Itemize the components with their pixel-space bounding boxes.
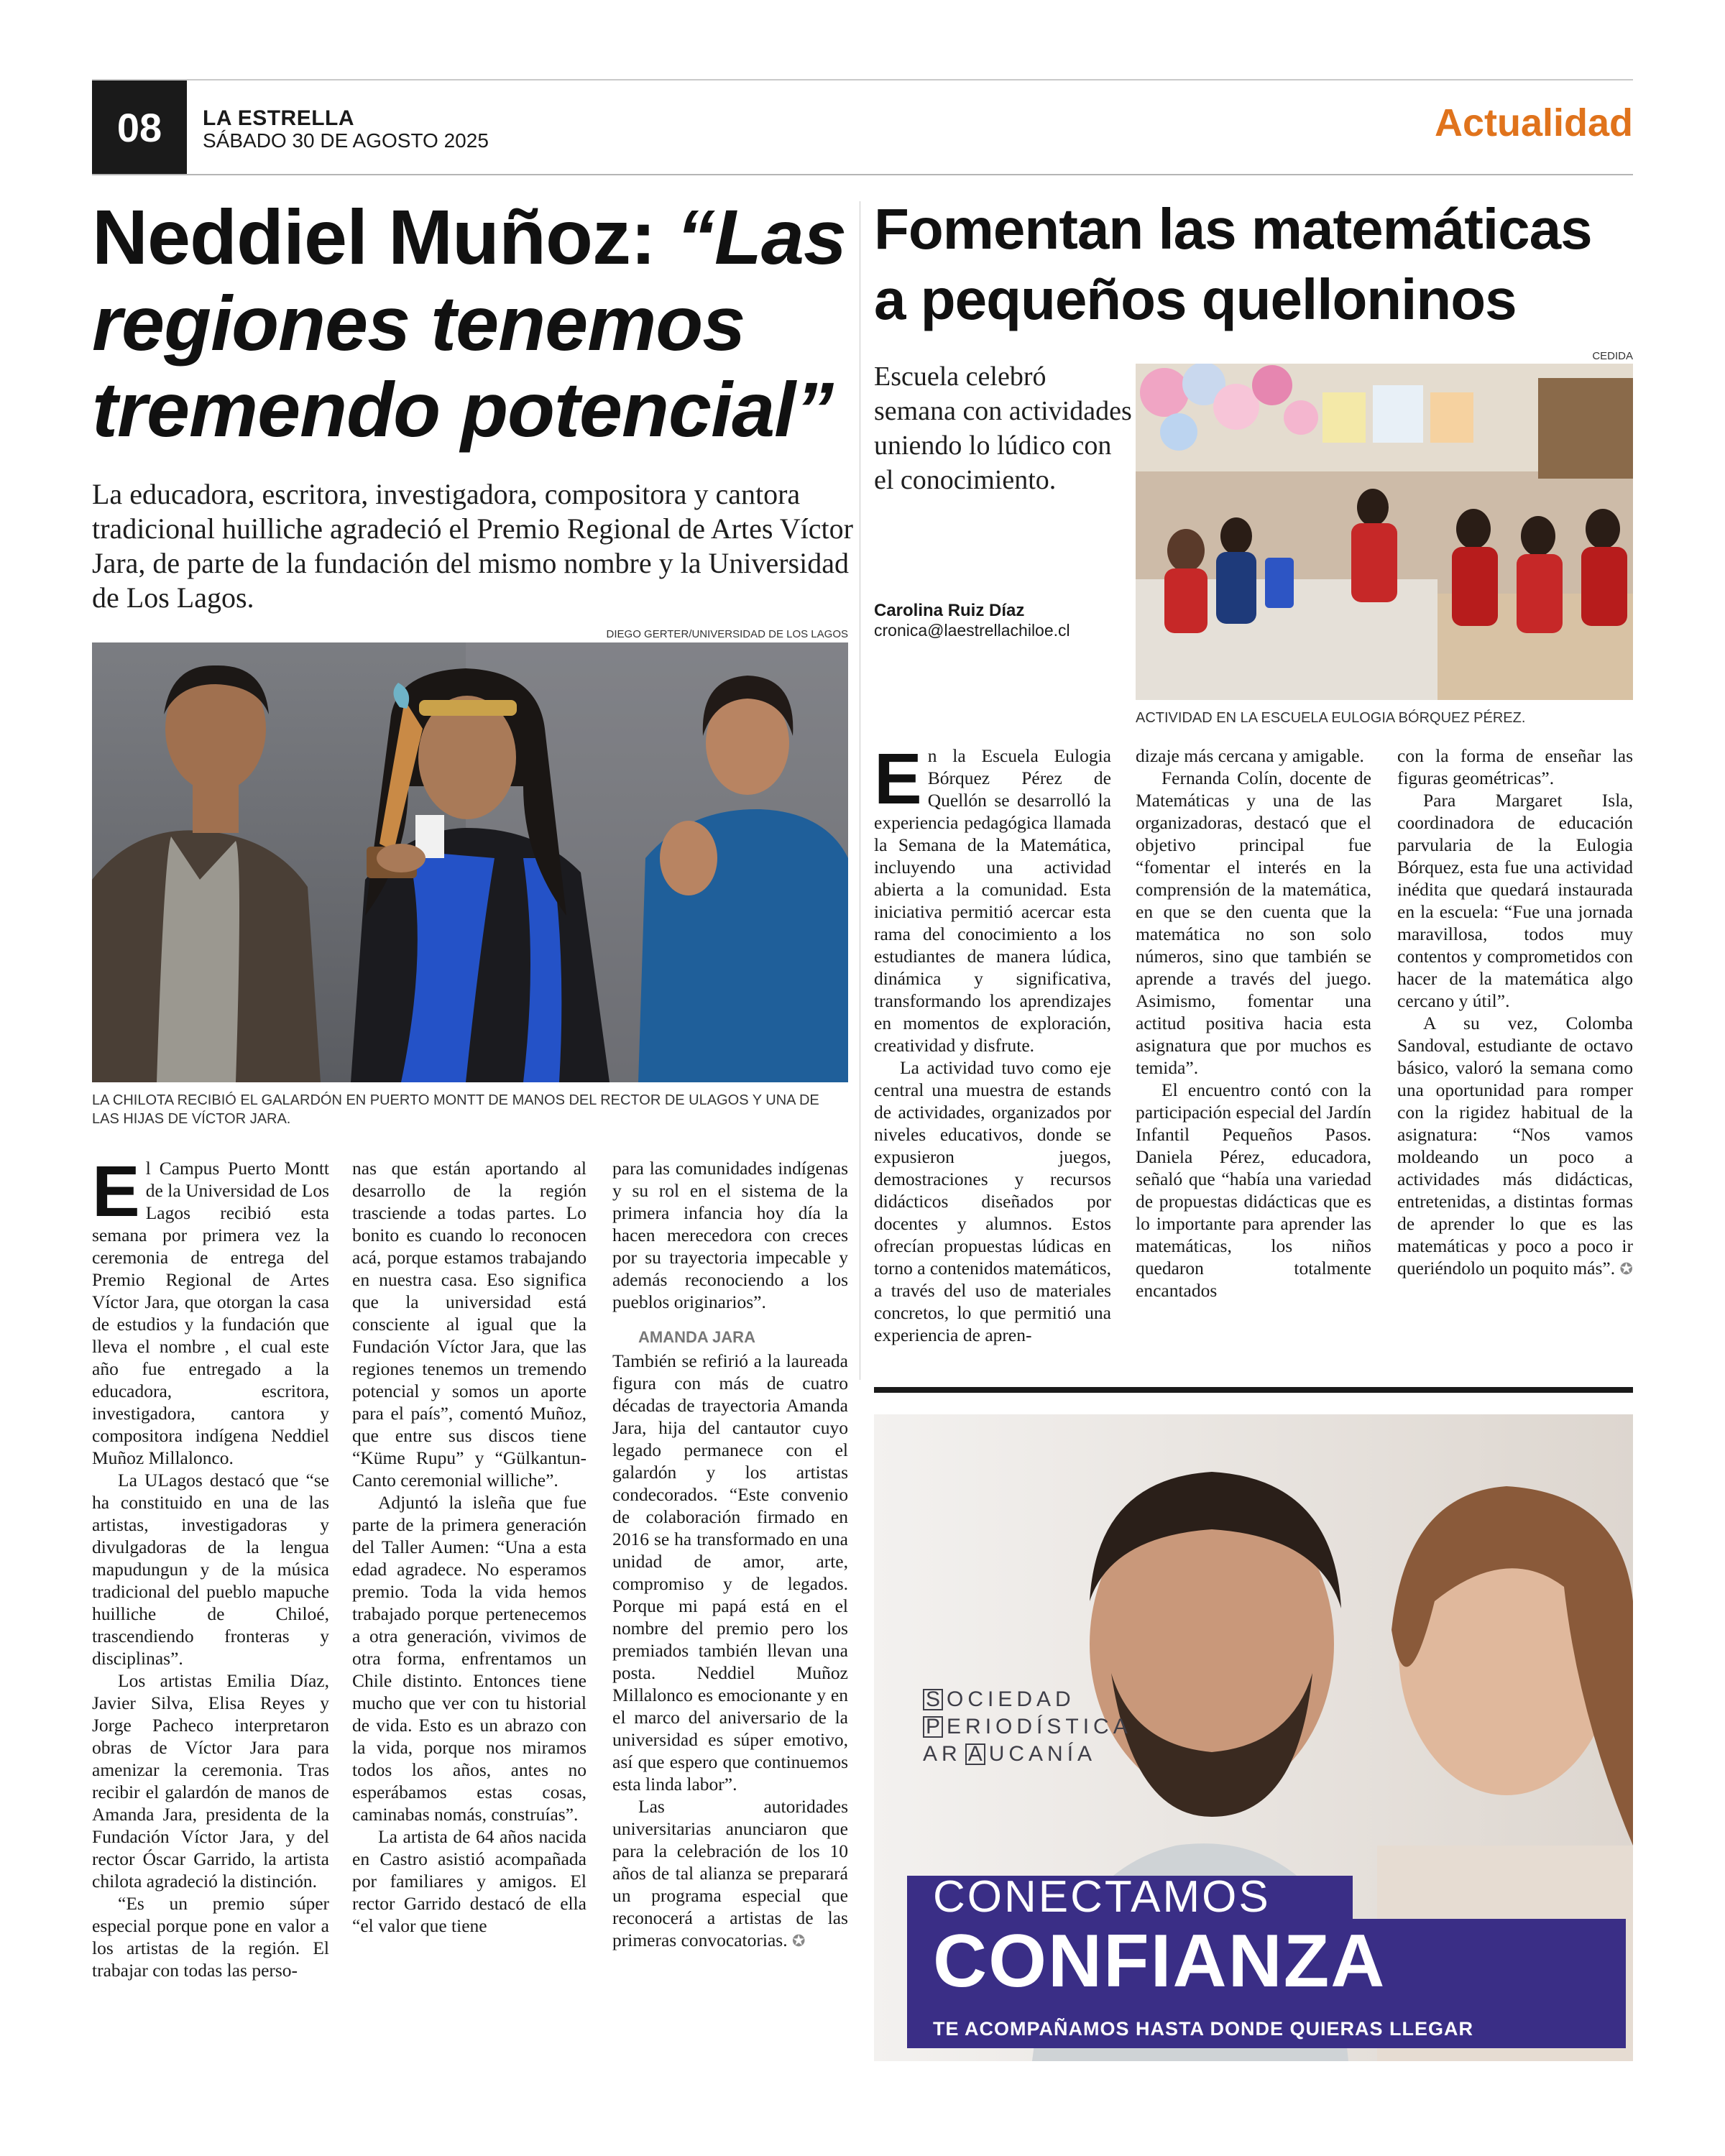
right-photo-caption: ACTIVIDAD EN LA ESCUELA EULOGIA BÓRQUEZ PÉREZ.	[1136, 710, 1526, 726]
left-body-column-2	[352, 1157, 586, 1937]
body-paragraph: nas que están aportando al desarrollo de la región trasciende a todas partes. Lo bonito es cuando lo reconocen acá, porque estamos trabajando en nuestra casa. Eso significa que la universidad está consciente al igual que la Fundación Víctor Jara, que las regiones tenemos un tremendo potencial y somos un aporte para el país”, comentó Muñoz, que entre sus discos tiene “Küme Rupu” y “Gülkantun-Canto ceremonial williche”.	[352, 1158, 586, 1491]
issue-date: SÁBADO 30 DE AGOSTO 2025	[203, 129, 489, 152]
right-article-headline: Fomentan las matemáticas a pequeños quelloninos	[874, 197, 1592, 331]
right-body-column-1	[874, 739, 1111, 1346]
body-paragraph: También se refirió a la laureada figura con más de cuatro décadas de trayectoria Amanda Jara, hija del cantautor cuyo legado permanece con el galardón y los artistas condecorados. “Este convenio de colaboración firmado en 2016 se ha transformado en una unidad de amor, arte, compromiso y de legados. Porque mi papá está en el nombre del premio pero los premiados también llevan una posta. Neddiel Muñoz Millalonco es emocionante y en el marco del aniversario de la universidad es súper emotivo, así que espero que continuemos esta linda labor”.	[612, 1350, 848, 1795]
award-ceremony-photo	[92, 642, 848, 1082]
body-paragraph: Para Margaret Isla, coordinadora de educación parvularia de la Eulogia Bórquez, esta fue una actividad inédita que quedará instaurada en la escuela: “Fue una jornada maravillosa, todos muy contentos y comprometidos con hacer de la matemática algo cercano y útil”.	[1397, 790, 1633, 1011]
top-rule	[92, 79, 1633, 80]
ad-tagline: TE ACOMPAÑAMOS HASTA DONDE QUIERAS LLEGAR	[933, 2018, 1474, 2040]
right-article-deck: Escuela celebró semana con actividades uniendo lo lúdico con el conocimiento.	[874, 361, 1132, 495]
body-paragraph: En la Escuela Eulogia Bórquez Pérez de Quellón se desarrolló la experiencia pedagógica llamada la Semana de la Matemática, incluyendo una actividad abierta a la comunidad. Esta iniciativa permitió acercar esta rama del conocimiento a los estudiantes de manera lúdica, dinámica y significativa, transformando los aprendizajes en momentos de exploración, creatividad y disfrute.	[874, 739, 1111, 1056]
right-photo-credit: CEDIDA	[1592, 350, 1633, 362]
body-paragraph: Fernanda Colín, docente de Matemáticas y una de las organizadoras, destacó que el objetivo principal fue “fomentar el interés en la comprensión de la matemática, en que se den cuenta que la matemática no son solo números, sino que también se aprende a través del juego. Asimismo, fomentar una actitud positiva hacia esta asignatura que por muchos es temida”.	[1136, 768, 1371, 1078]
award-ceremony-illustration	[92, 642, 848, 1082]
ad-separator-rule	[874, 1387, 1633, 1393]
math-week-photo	[1136, 364, 1633, 700]
body-paragraph: La artista de 64 años nacida en Castro asistió acompañada por familiares y amigos. El rector Garrido destacó de ella “el valor que tiene	[352, 1826, 586, 1936]
header-rule	[92, 174, 1633, 175]
classroom-activity-illustration	[1136, 364, 1633, 700]
body-paragraph: “Es un premio súper especial porque pone en valor a los artistas de la región. El trabajar con todas las perso-	[92, 1893, 329, 1981]
right-body-column-3	[1397, 745, 1633, 1280]
newspaper-name: LA ESTRELLA	[203, 106, 355, 130]
ad-organization-logo: S OCIEDAD P ERIODÍSTICA AR A UCANÍA	[923, 1687, 1132, 1766]
headline-quote: “Las regiones tenemos tremendo potencial”	[92, 193, 847, 453]
body-paragraph: Los artistas Emilia Díaz, Javier Silva, Elisa Reyes y Jorge Pacheco interpretaron obras de Víctor Jara para amenizar la ceremonia. Tras recibir el galardón de manos de Amanda Jara, presidenta de la Fundación Víctor Jara, y del rector Óscar Garrido, la artista chilota agradeció la distinción.	[92, 1670, 329, 1892]
left-body-column-1	[92, 1151, 329, 1981]
body-paragraph: dizaje más cercana y amigable.	[1136, 745, 1364, 766]
body-paragraph: La ULagos destacó que “se ha constituido en una de las artistas, investigadoras y divulgadoras de la lengua mapudungun y de la música tradicional del pueblo mapuche huilliche de Chiloé, trascendiendo fronteras y disciplinas”.	[92, 1470, 329, 1669]
left-body-column-3	[612, 1157, 848, 1952]
drop-cap: E	[874, 739, 922, 819]
end-of-article-icon: ✪	[791, 1932, 806, 1950]
body-paragraph: con la forma de enseñar las figuras geométricas”.	[1397, 745, 1633, 788]
body-paragraph: La actividad tuvo como eje central una muestra de estands de actividades, organizados por niveles educativos, donde se expusieron juegos, demostraciones y recursos didácticos diseñados por docentes y alumnos. Estos ofrecían propuestas lúdicas en torno a contenidos matemáticos, a través del uso de materiales concretos, lo que permitió una experiencia de apren-	[874, 1057, 1111, 1345]
body-paragraph: Las autoridades universitarias anunciaron que para la celebración de los 10 años de tal alianza se preparará un programa especial que reconocerá a artistas de las primeras convocatorias. ✪	[612, 1796, 848, 1950]
end-of-article-icon: ✪	[1619, 1260, 1633, 1278]
left-article-headline	[92, 194, 854, 453]
left-article-deck: La educadora, escritora, investigadora, compositora y cantora tradicional huilliche agradeció el Premio Regional de Artes Víctor Jara, de parte de la fundación del mismo nombre y la Universidad de Los Lagos.	[92, 478, 853, 614]
body-paragraph: para las comunidades indígenas y su rol en el sistema de la primera infancia hoy día la hacen merecedora con creces por su trayectoria impecable y además reconociendo a los pueblos originarios”.	[612, 1158, 848, 1312]
page-number: 08	[92, 80, 187, 174]
body-paragraph: El encuentro contó con la participación especial del Jardín Infantil Pequeños Pasos. Daniela Pérez, educadora, señaló que “había una variedad de propuestas didácticas que es lo importante para aprender las matemáticas, los niños quedaron totalmente encantados	[1136, 1079, 1371, 1301]
body-paragraph: Adjuntó la isleña que fue parte de la primera generación del Taller Aumen: “Una a esta edad agradece. No esperamos premio. Toda la vida hemos trabajado porque pertenecemos a otra generación, vivimos de otra forma, enfrentamos un Chile distinto. Entonces tiene mucho que ver con tu historial de vida. Esto es un abrazo con la vida, porque nos miramos todos los años, antes no esperábamos estas cosas, caminabas nomás, construías”.	[352, 1492, 586, 1825]
left-photo-caption: LA CHILOTA RECIBIÓ EL GALARDÓN EN PUERTO MONTT DE MANOS DEL RECTOR DE ULAGOS Y UNA DE LAS HIJAS DE VÍCTOR JARA.	[92, 1092, 819, 1127]
right-body-column-2	[1136, 745, 1371, 1302]
section-label: Actualidad	[1434, 101, 1633, 144]
author-name: Carolina Ruiz Díaz	[874, 601, 1025, 620]
byline	[874, 601, 1133, 640]
headline-name: Neddiel Muñoz:	[92, 193, 676, 280]
drop-cap: E	[92, 1151, 140, 1232]
left-photo-credit: DIEGO GERTER/UNIVERSIDAD DE LOS LAGOS	[606, 628, 848, 640]
author-email: cronica@laestrellachiloe.cl	[874, 621, 1070, 640]
ad-headline-line-2: CONFIANZA	[933, 1920, 1386, 2003]
body-paragraph: El Campus Puerto Montt de la Universidad de Los Lagos recibió esta semana por primera vez la ceremonia de entrega del Premio Regional de Artes Víctor Jara, que otorgan la casa de estudios y la fundación que lleva el nombre , el cual este año fue entregado a la educadora, escritora, investigadora, cantora y compositora indígena Neddiel Muñoz Millalonco.	[92, 1151, 329, 1468]
body-paragraph: A su vez, Colomba Sandoval, estudiante de octavo básico, valoró la semana como una oportunidad para romper con la rigidez habitual de la asignatura: “Nos vamos moldeando un poco a actividades más didácticas, entretenidas, a distintas formas de aprender lo que es las matemáticas y poco a poco ir queriéndolo un poquito más”. ✪	[1397, 1013, 1633, 1279]
ad-headline-line-1: CONECTAMOS	[933, 1872, 1271, 1922]
subheading: AMANDA JARA	[638, 1328, 755, 1346]
